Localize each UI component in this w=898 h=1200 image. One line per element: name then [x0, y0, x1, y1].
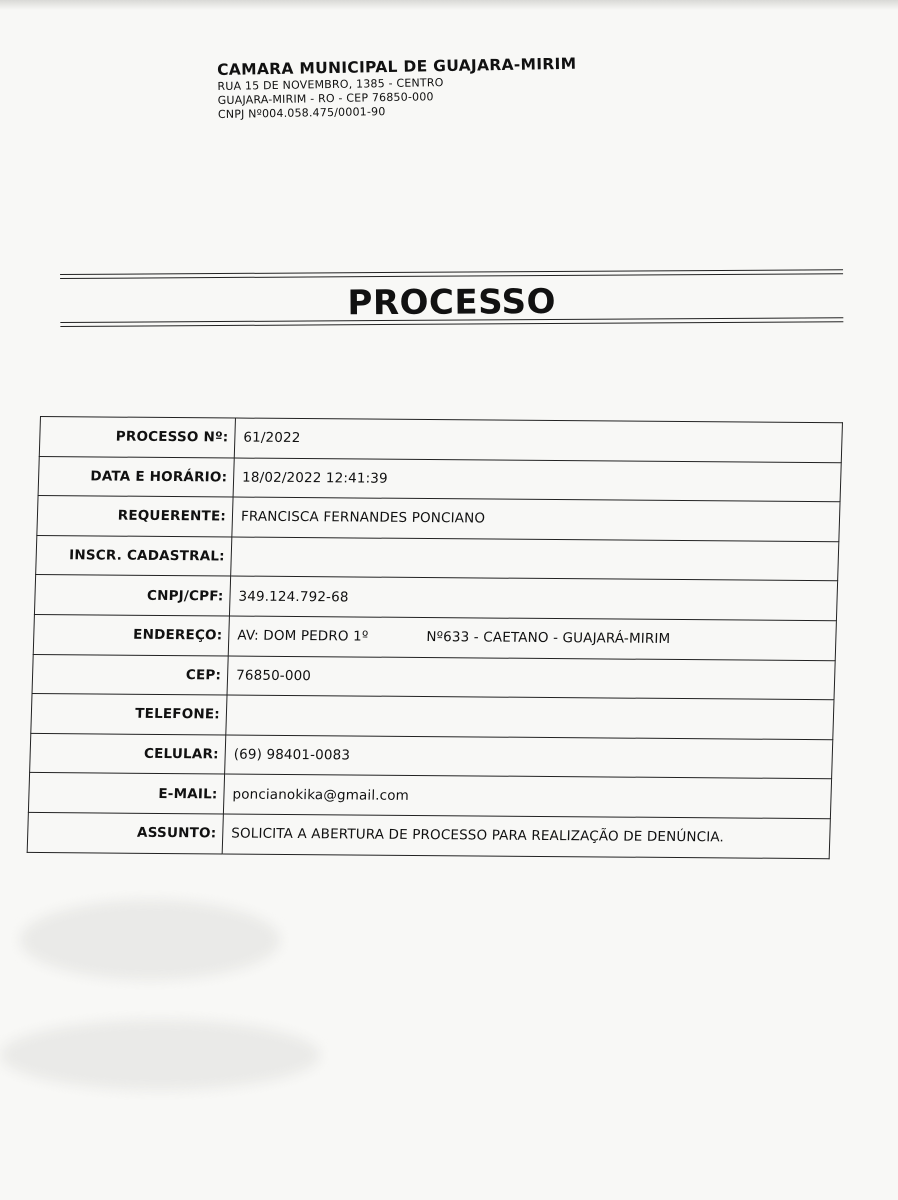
requerente-value: FRANCISCA FERNANDES PONCIANO — [232, 497, 840, 541]
processo-label: PROCESSO Nº: — [39, 417, 235, 458]
processo-value: 61/2022 — [234, 418, 842, 462]
table-row — [28, 773, 831, 819]
document-title: PROCESSO — [347, 281, 557, 324]
table-row — [32, 654, 835, 700]
cep-label: CEP: — [32, 654, 228, 695]
address-line-2: GUAJARA-MIRIM - RO - CEP 76850-000 — [217, 90, 434, 107]
paper-smudge — [0, 1020, 320, 1090]
letterhead — [217, 52, 658, 122]
cnpj-line: CNPJ Nº004.058.475/0001-90 — [217, 105, 386, 121]
table-row — [36, 535, 839, 581]
assunto-label: ASSUNTO: — [27, 812, 223, 853]
table-row — [39, 417, 842, 463]
cnpj-cpf-value: 349.124.792-68 — [229, 576, 837, 620]
process-form — [27, 416, 843, 859]
table-row — [31, 694, 834, 740]
paper-smudge — [20, 900, 280, 980]
celular-value: (69) 98401-0083 — [225, 735, 833, 779]
table-row — [34, 575, 837, 621]
requerente-label: REQUERENTE: — [37, 496, 233, 537]
celular-label: CELULAR: — [30, 733, 226, 774]
endereco-number-district: Nº633 - CAETANO - GUAJARÁ-MIRIM — [426, 629, 671, 648]
endereco-street: AV: DOM PEDRO 1º — [237, 627, 369, 645]
cnpj-cpf-label: CNPJ/CPF: — [34, 575, 230, 616]
table-row — [38, 456, 841, 502]
paper-edge-shadow — [0, 0, 898, 10]
email-label: E-MAIL: — [28, 773, 224, 814]
table-row — [33, 614, 836, 660]
table-row — [37, 496, 840, 542]
org-name: CAMARA MUNICIPAL DE GUAJARA-MIRIM — [217, 54, 577, 79]
cep-value: 76850-000 — [227, 656, 835, 700]
inscr-cadastral-label: INSCR. CADASTRAL: — [36, 535, 232, 576]
table-row — [30, 733, 833, 779]
endereco-value — [228, 616, 836, 660]
inscr-cadastral-value — [231, 537, 839, 581]
telefone-value — [226, 695, 834, 739]
data-horario-value: 18/02/2022 12:41:39 — [233, 458, 841, 502]
address-line-1: RUA 15 DE NOVEMBRO, 1385 - CENTRO — [217, 76, 444, 93]
table-row — [27, 812, 830, 858]
title-block — [60, 261, 843, 336]
process-form-table — [27, 416, 843, 859]
email-value: poncianokika@gmail.com — [223, 774, 831, 818]
telefone-label: TELEFONE: — [31, 694, 227, 735]
endereco-label: ENDEREÇO: — [33, 614, 229, 655]
data-horario-label: DATA E HORÁRIO: — [38, 456, 234, 497]
assunto-value: SOLICITA A ABERTURA DE PROCESSO PARA REALIZAÇÃO DE DENÚNCIA. — [222, 814, 830, 858]
